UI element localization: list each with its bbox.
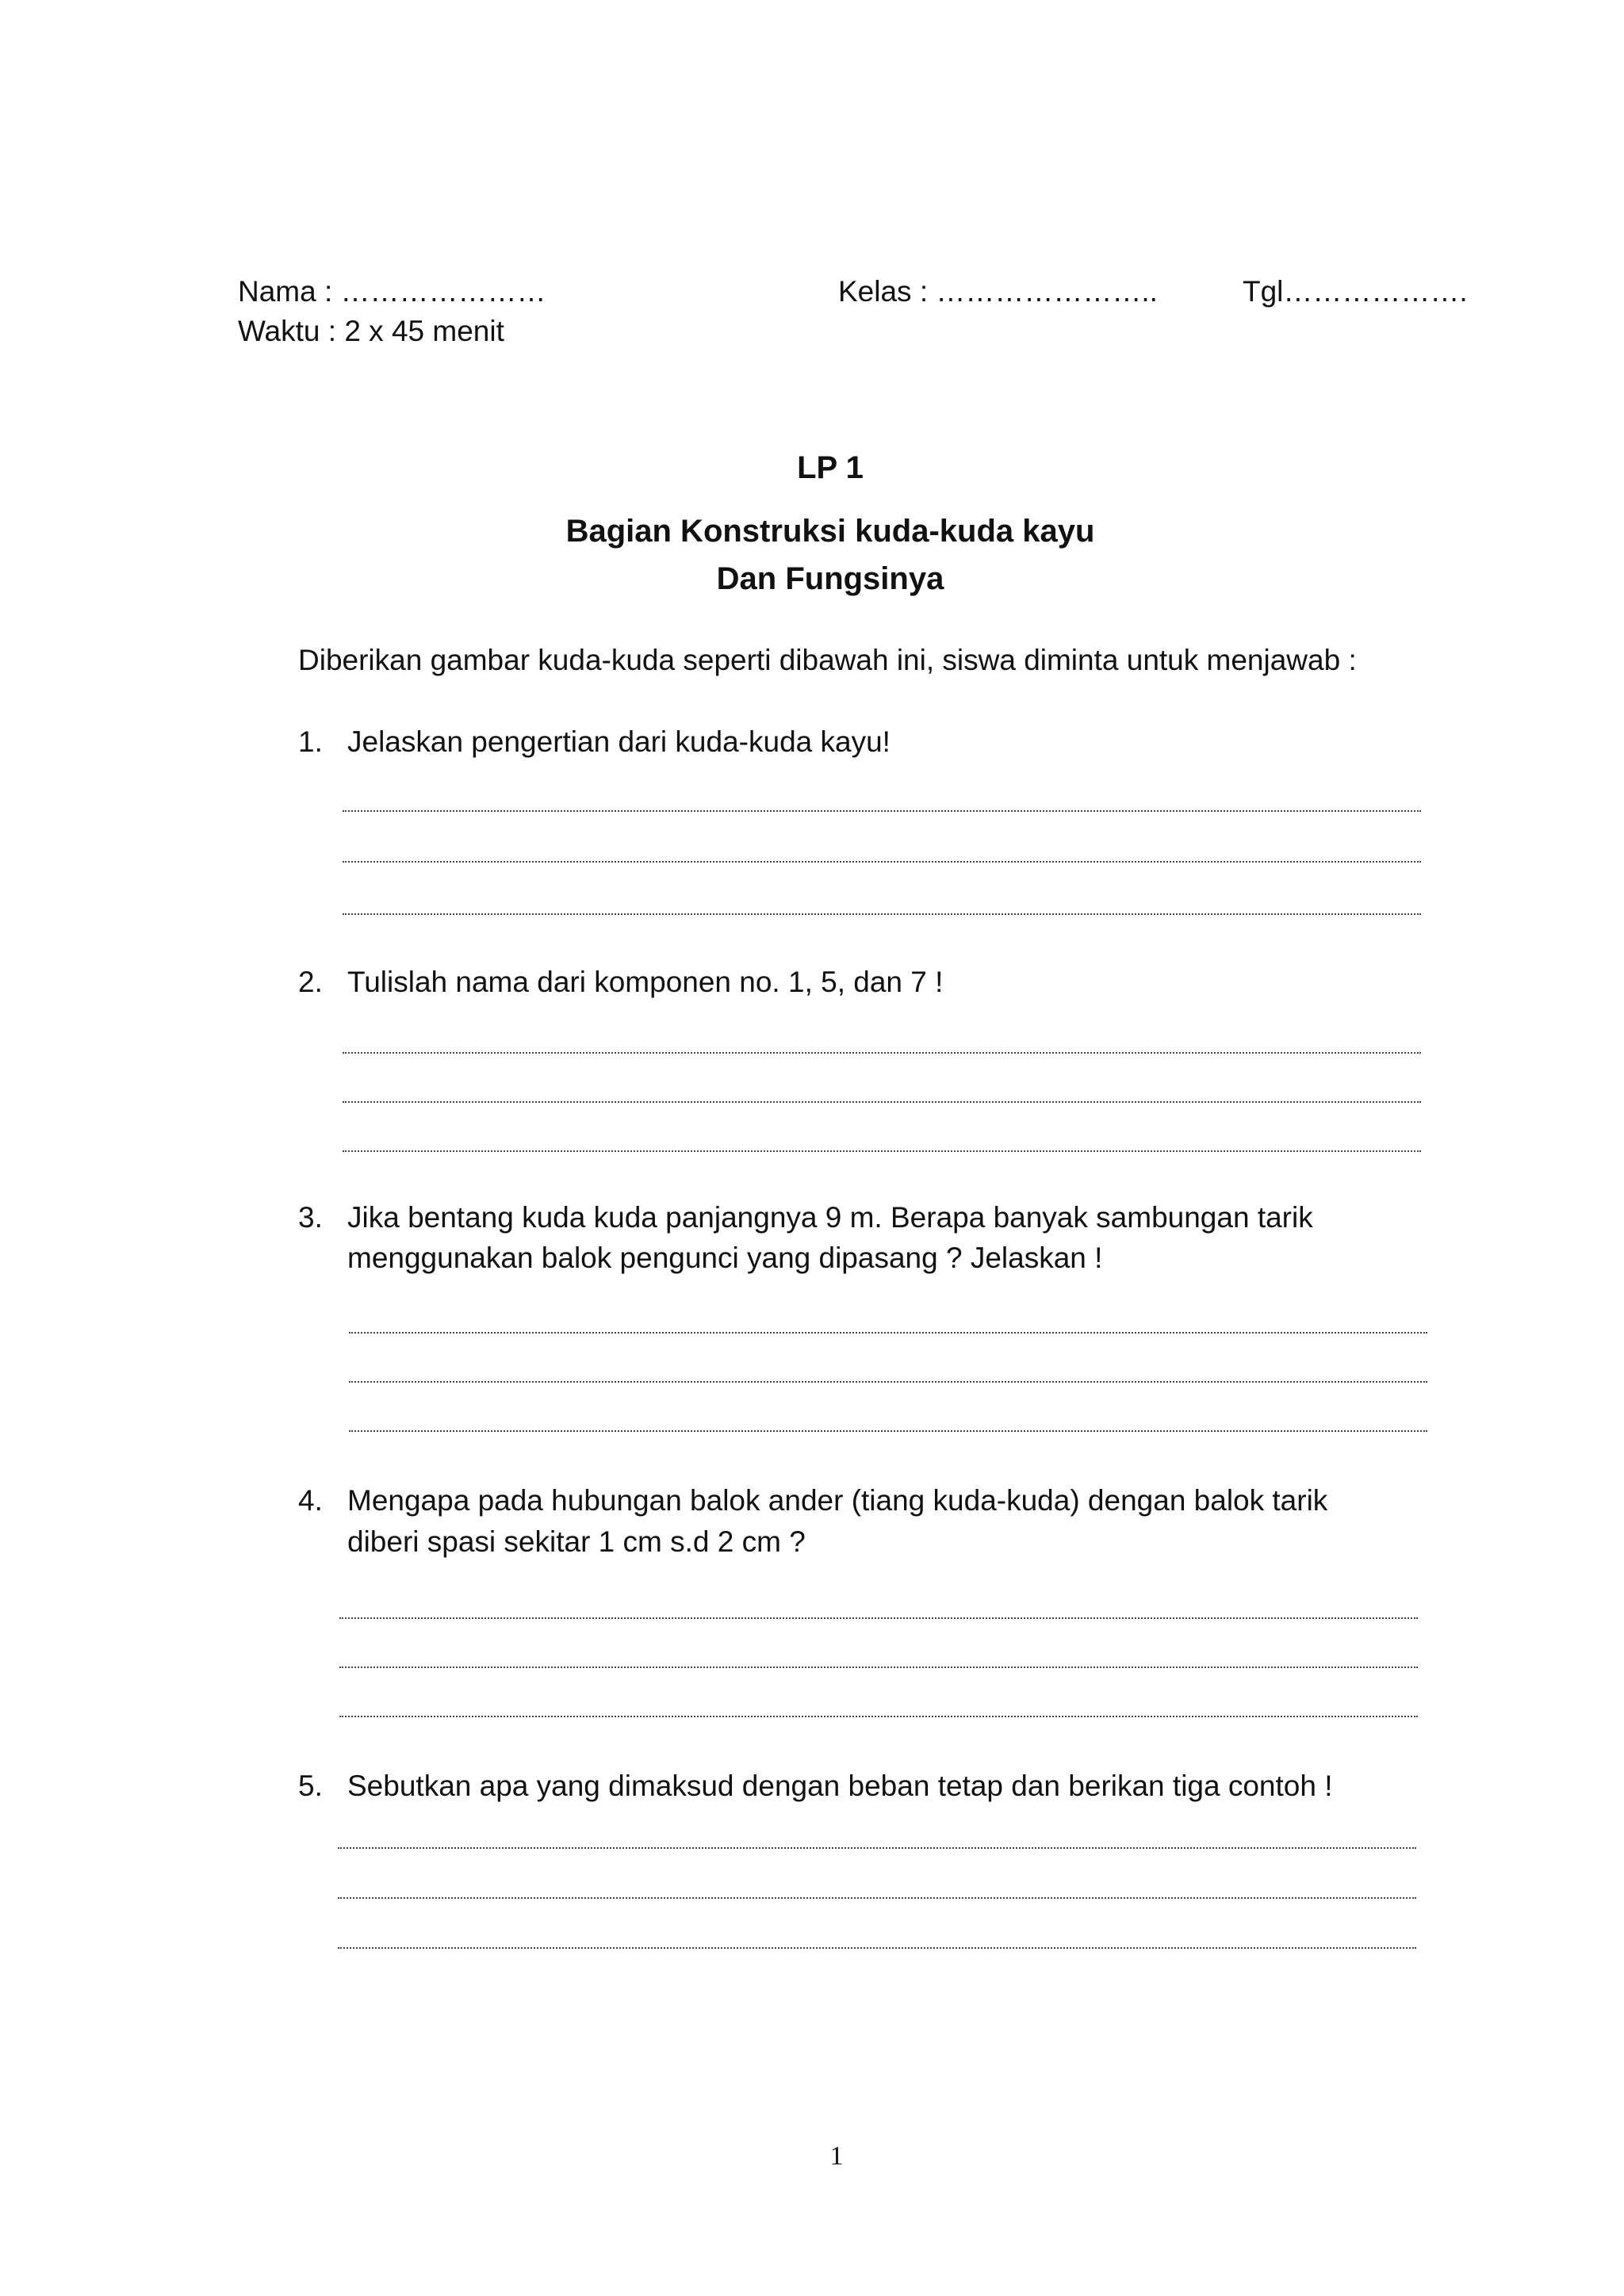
question-5-number: 5. [298, 1770, 323, 1802]
question-3-text-line-1: Jika bentang kuda kuda panjangnya 9 m. Berapa banyak sambungan tarik [347, 1201, 1313, 1234]
kelas-field: Kelas : ………………….. [838, 275, 1158, 308]
question-3-text-line-2: menggunakan balok pengunci yang dipasang ? Jelaskan ! [347, 1242, 1103, 1274]
waktu-field: Waktu : 2 x 45 menit [238, 315, 504, 347]
answer-line [343, 1150, 1421, 1152]
question-1-number: 1. [298, 725, 323, 758]
answer-line [339, 1716, 1418, 1717]
answer-line [349, 1332, 1427, 1334]
answer-line [338, 1947, 1416, 1949]
question-4-text-line-2: diberi spasi sekitar 1 cm s.d 2 cm ? [347, 1525, 806, 1558]
question-3-number: 3. [298, 1201, 323, 1234]
answer-line [343, 1052, 1421, 1054]
answer-line [338, 1897, 1416, 1899]
title-code: LP 1 [797, 450, 864, 485]
title-line-1: Bagian Konstruksi kuda-kuda kayu [565, 514, 1095, 549]
question-4-number: 4. [298, 1484, 323, 1517]
question-1-text: Jelaskan pengertian dari kuda-kuda kayu! [347, 725, 891, 758]
answer-line [349, 1430, 1427, 1432]
answer-line [339, 1617, 1418, 1619]
answer-line [343, 861, 1421, 863]
answer-line [339, 1667, 1418, 1668]
question-2-text: Tulislah nama dari komponen no. 1, 5, dan 7 ! [347, 966, 944, 998]
question-4-text-line-1: Mengapa pada hubungan balok ander (tiang kuda-kuda) dengan balok tarik [347, 1484, 1328, 1517]
page-number: 1 [829, 2141, 844, 2171]
answer-line [338, 1847, 1416, 1849]
nama-field: Nama : ………………… [238, 275, 546, 308]
answer-line [349, 1381, 1427, 1383]
question-5-text: Sebutkan apa yang dimaksud dengan beban tetap dan berikan tiga contoh ! [347, 1770, 1333, 1802]
tgl-field: Tgl………………. [1243, 275, 1468, 308]
intro-text: Diberikan gambar kuda-kuda seperti dibawah ini, siswa diminta untuk menjawab : [298, 644, 1357, 676]
answer-line [343, 913, 1421, 915]
question-2-number: 2. [298, 966, 323, 998]
answer-line [343, 810, 1421, 812]
answer-line [343, 1101, 1421, 1103]
title-line-2: Dan Fungsinya [716, 561, 944, 596]
